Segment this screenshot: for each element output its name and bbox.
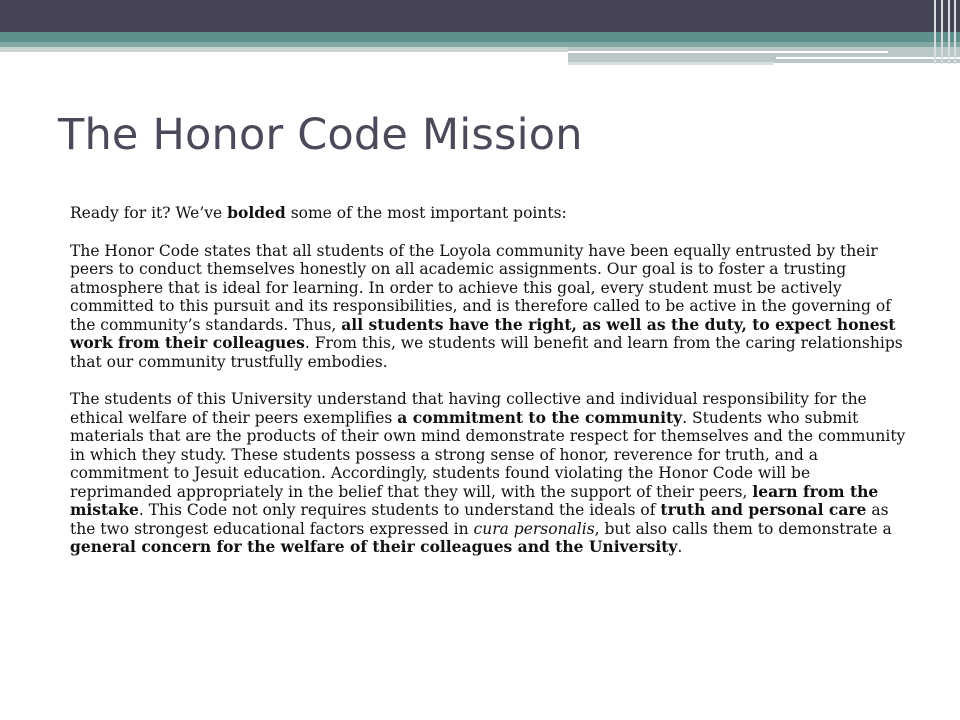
header-vertical-line (954, 0, 956, 64)
header-accent-line (776, 57, 960, 59)
header-band-teal (0, 32, 960, 42)
paragraph-text: , but also calls them to demonstrate a (594, 519, 892, 538)
header-band-gray (568, 47, 960, 63)
header-vertical-line (941, 0, 943, 64)
header-band-dark (0, 0, 960, 32)
header-accent-line (568, 51, 888, 53)
paragraph-bold-text: a commitment to the community (397, 407, 683, 427)
paragraph-bold-text: truth and personal care (660, 500, 867, 519)
paragraph-text: The Honor Code states that all students of the Loyola community have been equally entrusted by their peers to conduct themselves honestly on all academic assignments. Our goal is to foster a trusting atmosphere that is ideal for learning. In order to achieve this goal, every student must be actively committed to this pursuit and its responsibilities, and is therefore called to be active in the governing of the community’s standards. Thus, (70, 241, 891, 334)
paragraph-bold-text: general concern for the welfare of their colleagues and the University (70, 537, 678, 556)
header-accent-strip (568, 62, 774, 65)
slide-title: The Honor Code Mission (58, 110, 583, 160)
paragraph-text: . (677, 538, 683, 556)
intro-paragraph (70, 204, 906, 223)
paragraph-italic-text: cura personalis (473, 519, 595, 538)
intro-bold-text: bolded (227, 203, 286, 222)
paragraph-text: . From this, we students will benefit and learn from the caring relationships that our community trustfully embodies. (70, 334, 903, 371)
paragraph-text: as the two strongest educational factors expressed in (70, 501, 889, 538)
paragraph-bold-text: learn from the mistake (70, 481, 879, 519)
header-vertical-line (934, 0, 936, 64)
paragraph-text: . Students who submit materials that are the products of their own mind demonstrate respect for themselves and the community in which they study. These students possess a strong sense of honor, reverence for truth, and a commitment to Jesuit education. Accordingly, students found violating the Honor Code will be reprimanded appropriately in the belief that they will, with the support of their peers, (70, 408, 906, 501)
paragraph-text: The students of this University understand that having collective and individual responsibility for the ethical welfare of their peers exemplifies (70, 390, 867, 427)
header-band-light (0, 47, 568, 52)
paragraph-bold-text: all students have the right, as well as the duty, to expect honest work from their colleagues (70, 314, 896, 352)
intro-text: some of the most important points: (285, 204, 567, 222)
header-vertical-line (948, 0, 950, 64)
intro-text: Ready for it? We’ve (70, 204, 228, 222)
paragraph-2 (70, 390, 906, 557)
paragraph-text: . This Code not only requires students to understand the ideals of (138, 501, 661, 519)
slide-body (70, 204, 906, 576)
paragraph-1 (70, 242, 906, 372)
